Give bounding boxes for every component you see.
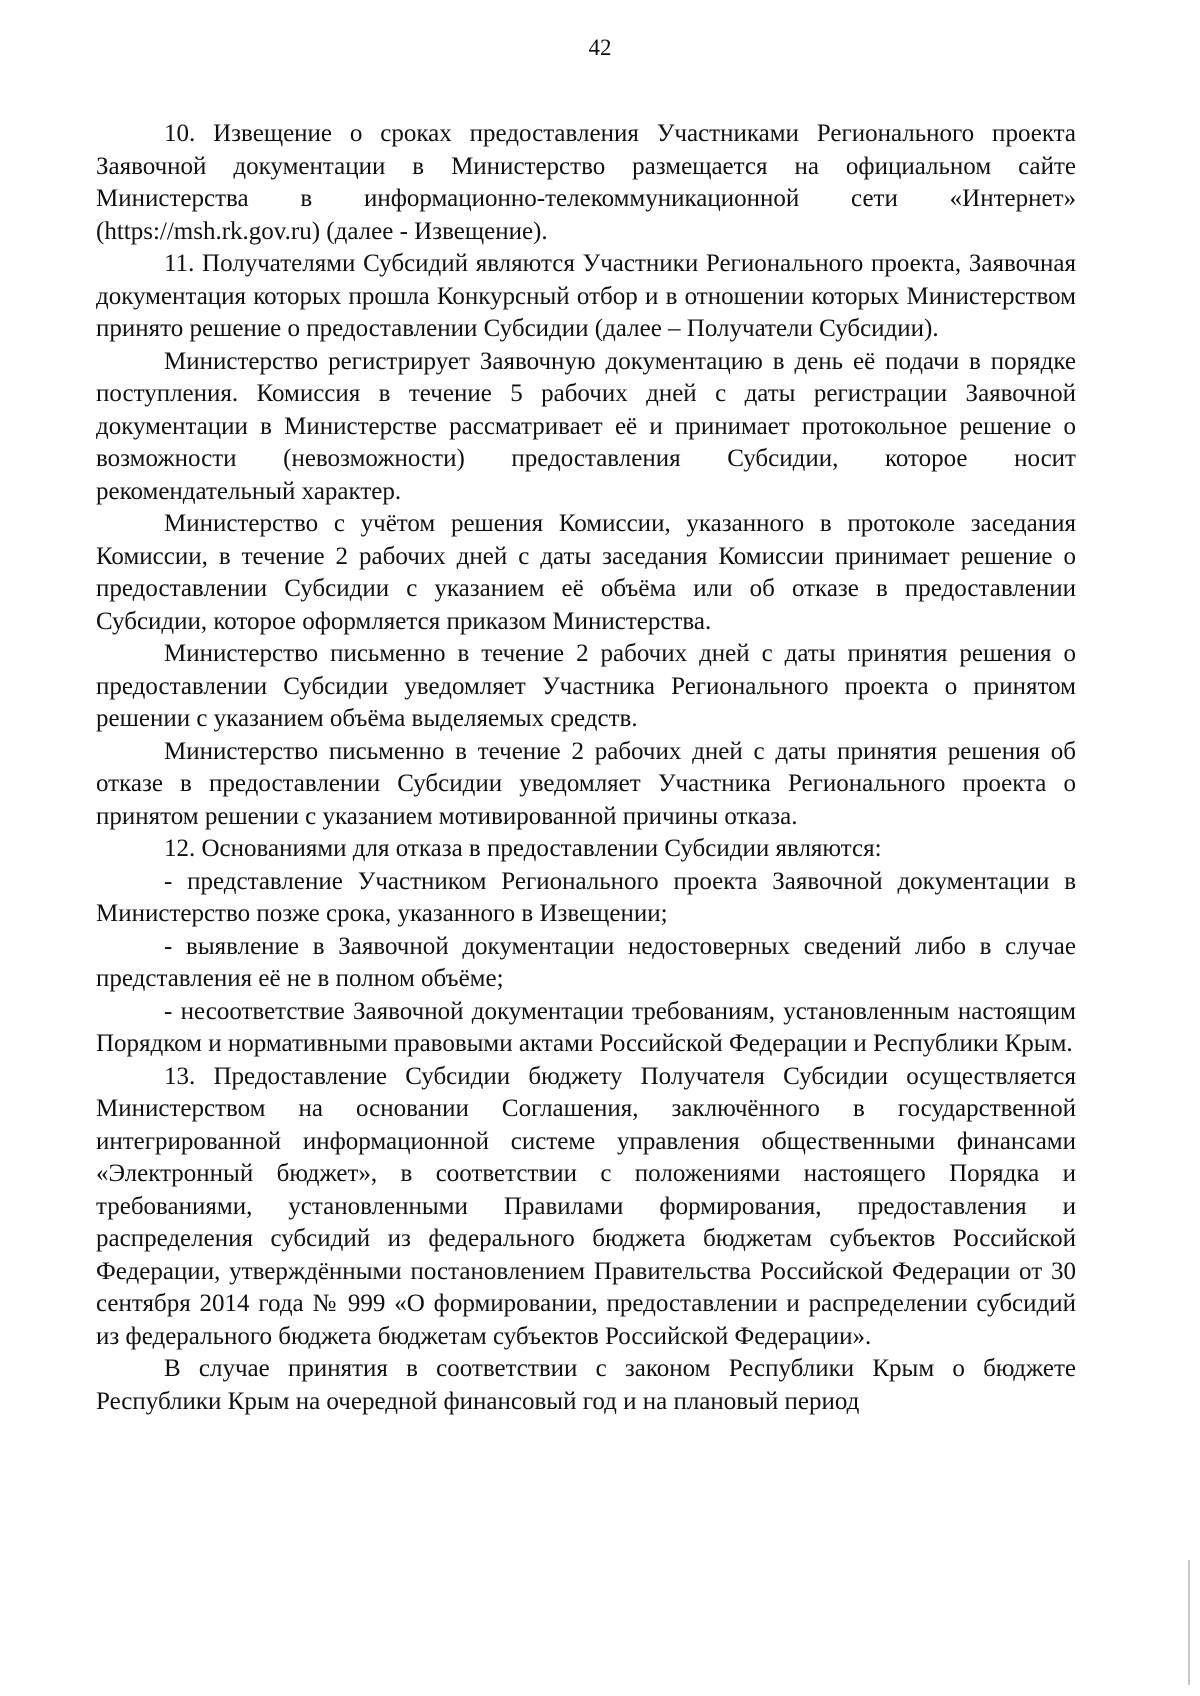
paragraph-12: 12. Основаниями для отказа в предоставлении Субсидии являются: — [164, 835, 882, 862]
paragraph-13: 13. Предоставление Субсидии бюджету Получателя Субсидии осуществляется Министерством на основании Соглашения, заключённого в государственной интегрированной информационной системе управления общественными финансами «Электронный бюджет», в соответствии с положениями настоящего Порядка и требованиями, установленными Правилами формирования, предоставления и распределения субсидий из федерального бюджета бюджетам субъектов Российской Федерации, утверждёнными постановлением Правительства Российской Федерации от 30 сентября 2014 года № 999 «О формировании, предоставлении и распределении субсидий из федерального бюджета бюджетам субъектов Российской Федерации». — [96, 1062, 1076, 1350]
page-number: 42 — [588, 35, 612, 60]
paragraph-notice-approval: Министерство письменно в течение 2 рабочих дней с даты принятия решения о предоставлении Субсидии уведомляет Участника Регионального проекта о принятом решении с указанием объёма выделяемых средств. — [96, 640, 1076, 732]
paragraph-10: 10. Извещение о сроках предоставления Участниками Регионального проекта Заявочной документации в Министерство размещается на официальном сайте Министерства в информационно-телекоммуникационной сети «Интернет» (https://msh.rk.gov.ru) (далее - Извещение). — [96, 120, 1076, 245]
refusal-reason-noncompliance: - несоответствие Заявочной документации требованиям, установленным настоящим Порядком и нормативными правовыми актами Российской Федерации и Республики Крым. — [96, 997, 1076, 1057]
refusal-reason-false-info: - выявление в Заявочной документации недостоверных сведений либо в случае представления её не в полном объёме; — [96, 932, 1076, 992]
scan-edge-line — [1188, 1560, 1190, 1685]
paragraph-11: 11. Получателями Субсидий являются Участники Регионального проекта, Заявочная документация которых прошла Конкурсный отбор и в отношении которых Министерством принято решение о предоставлении Субсидии (далее – Получатели Субсидии). — [96, 250, 1076, 342]
paragraph-notice-refusal: Министерство письменно в течение 2 рабочих дней с даты принятия решения об отказе в предоставлении Субсидии уведомляет Участника Регионального проекта о принятом решении с указанием мотивированной причины отказа. — [96, 737, 1076, 830]
paragraph-registration: Министерство регистрирует Заявочную документацию в день её подачи в порядке поступления. Комиссия в течение 5 рабочих дней с даты регистрации Заявочной документации в Министерстве рассматривает её и принимает протокольное решение о возможности (невозможности) предоставления Субсидии, которое носит рекомендательный характер. — [96, 347, 1076, 505]
paragraph-budget-law: В случае принятия в соответствии с законом Республики Крым о бюджете Республики Крым на очередной финансовый год и на плановый период — [96, 1355, 1076, 1415]
document-body — [96, 118, 1076, 1418]
paragraph-commission-decision: Министерство с учётом решения Комиссии, указанного в протоколе заседания Комиссии, в течение 2 рабочих дней с даты заседания Комиссии принимает решение о предоставлении Субсидии с указанием её объёма или об отказе в предоставлении Субсидии, которое оформляется приказом Министерства. — [96, 510, 1076, 635]
refusal-reason-late: - представление Участником Регионального проекта Заявочной документации в Министерство позже срока, указанного в Извещении; — [96, 867, 1076, 927]
